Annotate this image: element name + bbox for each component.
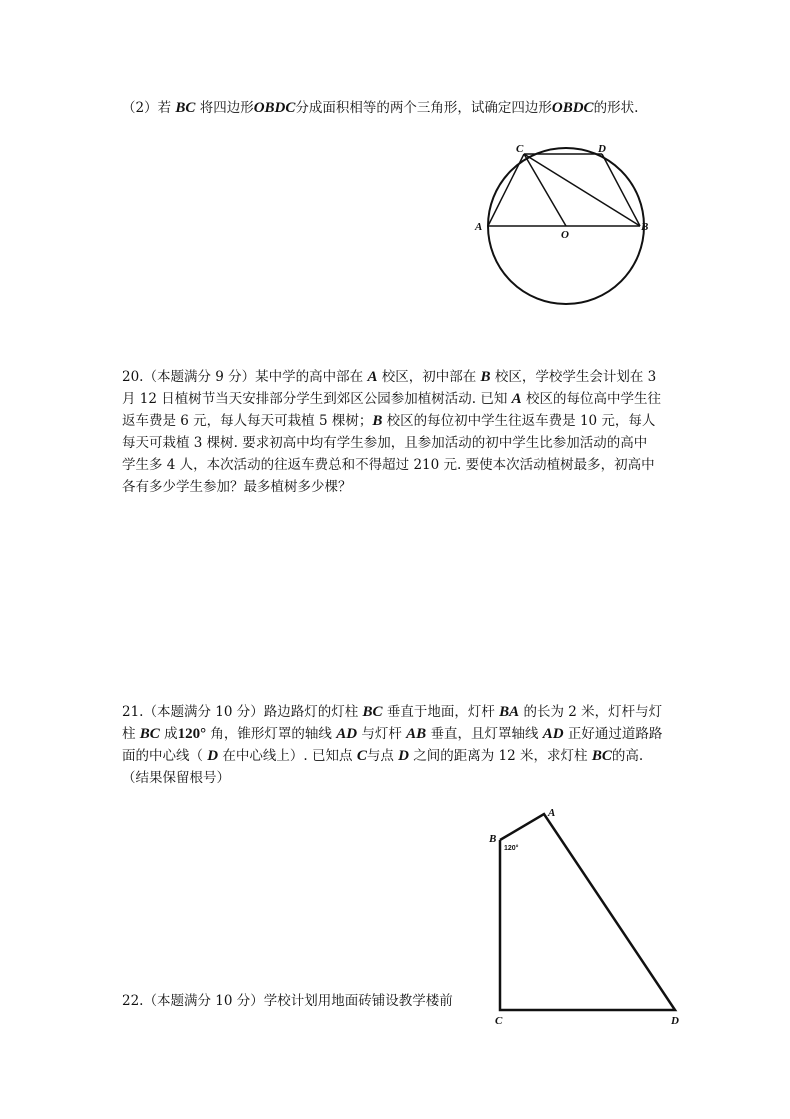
q22-line: 22.（本题满分 10 分）学校计划用地面砖铺设教学楼前 [122,993,453,1009]
math-bc: BC [591,748,612,764]
text: 校区的每位初中学生往返车费是 10 元，每人 [382,413,656,429]
text: 成 [159,726,178,742]
q21-line: （结果保留根号） [122,770,230,786]
math-angle: 120° [177,726,207,742]
label-c: C [516,143,524,155]
text: 在中心线上）. 已知点 [218,748,357,764]
q20-line [122,367,656,387]
text: 柱 [122,726,140,742]
text: 返车费是 6 元，每人每天可栽植 5 棵树； [122,413,373,429]
math-b: B [372,413,383,429]
text: 与点 [366,748,399,764]
text: 将四边形 [195,100,254,116]
math-bc: BC [175,100,196,116]
label-b: B [641,221,649,233]
text: 校区，学校学生会计划在 3 [490,369,657,385]
label-a: A [548,807,556,819]
text: 正好通过道路路 [563,726,663,742]
text: 垂直，且灯罩轴线 [426,726,543,742]
math-bc: BC [139,726,160,742]
text: （2）若 [122,100,176,116]
text: 校区的每位高中学生往 [521,391,661,407]
q20-line: 每天可栽植 3 棵树. 要求初高中均有学生参加，且参加活动的初中学生比参加活动的高中 [122,435,648,451]
math-obdc: OBDC [551,100,594,116]
text: 月 12 日植树节当天安排部分学生到郊区公园参加植树活动. 已知 [122,391,512,407]
math-ba: BA [499,704,520,720]
text: 面的中心线（ [122,748,208,764]
label-d: D [598,143,606,155]
math-obdc: OBDC [253,100,296,116]
q21-line [122,702,662,722]
math-c: C [356,748,367,764]
q20-line: 各有多少学生参加？最多植树多少棵？ [122,479,352,495]
label-o: O [561,229,569,241]
math-ab: AB [406,726,427,742]
text: 角，锥形灯罩的轴线 [206,726,337,742]
q21-line [122,724,662,744]
text: 与灯杆 [357,726,407,742]
text: 垂直于地面，灯杆 [382,704,500,720]
math-a: A [511,391,522,407]
q20-line [122,411,655,431]
text: 校区，初中部在 [377,369,481,385]
q20-line [122,389,661,409]
label-b: B [489,833,497,845]
text: 之间的距离为 12 米，求灯柱 [408,748,592,764]
text: 的形状. [593,100,639,116]
text: 21.（本题满分 10 分）路边路灯的灯柱 [122,704,363,720]
label-c: C [495,1015,503,1027]
math-bc: BC [362,704,383,720]
math-a: A [367,369,378,385]
q20-line: 学生多 4 人，本次活动的往返车费总和不得超过 210 元. 要使本次活动植树最多，初高中 [122,457,655,473]
text: 的高. [611,748,644,764]
math-ad: AD [336,726,358,742]
math-d: D [207,748,219,764]
label-a: A [475,221,483,233]
lamp-figure [482,800,692,1040]
text: 的长为 2 米，灯杆与灯 [519,704,663,720]
math-ad: AD [542,726,564,742]
text: 20.（本题满分 9 分）某中学的高中部在 [122,369,368,385]
label-d: D [671,1015,679,1027]
angle-label: 120° [504,845,519,852]
math-b: B [480,369,491,385]
circle-figure [470,140,670,310]
math-d: D [398,748,409,764]
text: 分成面积相等的两个三角形，试确定四边形 [295,100,552,116]
q19-part2-text [122,98,638,118]
q21-line [122,746,643,766]
